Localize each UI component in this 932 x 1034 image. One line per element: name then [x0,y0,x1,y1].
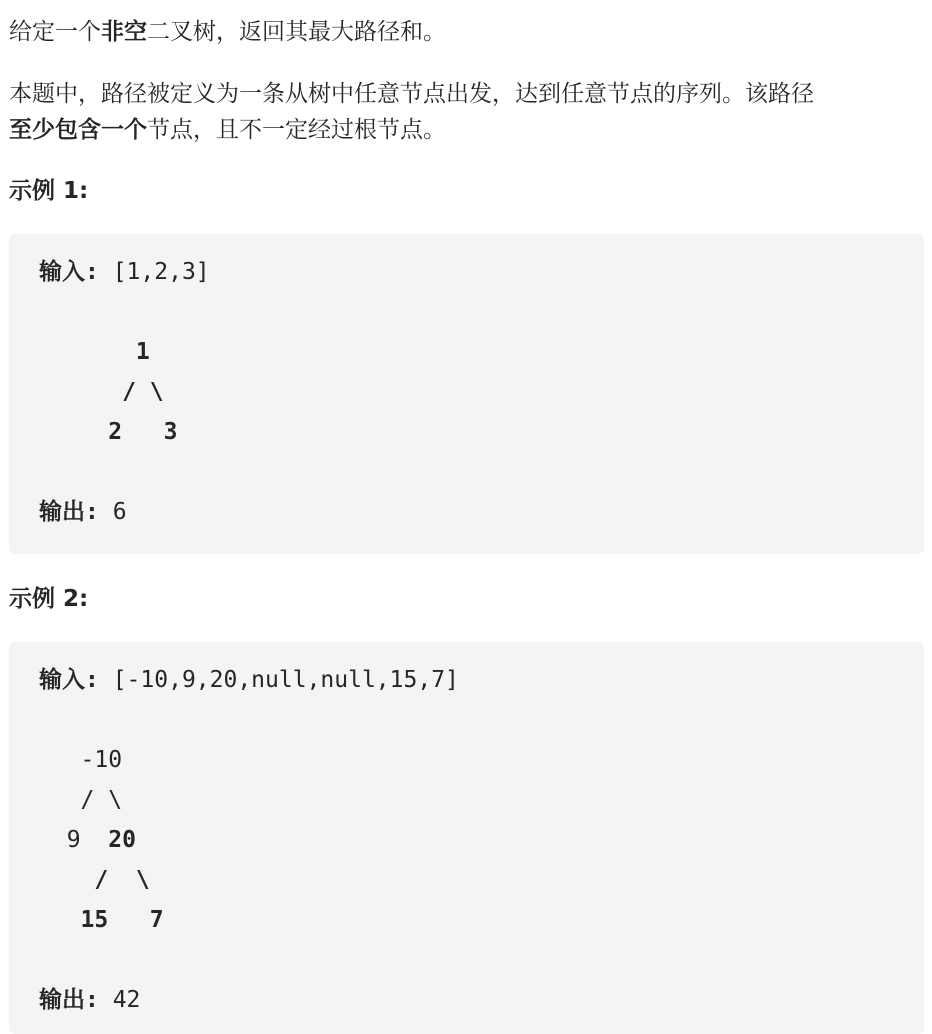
tree-line: / \ [39,867,150,893]
output-label: 输出: [39,987,99,1013]
example-2-output [39,980,140,1020]
problem-statement-2 [9,76,814,112]
tree-node: 9 [39,827,109,853]
example-2-code-block [9,642,924,1034]
example-1-heading: 示例 1: [9,178,89,204]
example-2-heading: 示例 2: [9,586,89,612]
tree-line: 2 3 [39,419,178,445]
input-label: 输入: [39,667,99,693]
statement-text: 本题中，路径被定义为一条从树中任意节点出发，达到任意节点的序列。该路径 [9,81,814,107]
example-1-input [39,252,210,292]
example-2-input [39,660,459,700]
tree-node: 20 [108,827,136,853]
statement-text: 给定一个 [9,19,101,45]
statement-emphasis: 至少包含一个 [9,117,147,143]
output-value: 6 [98,499,127,525]
output-label: 输出: [39,499,99,525]
example-1-output [39,492,127,532]
example-1-code-block [9,234,924,554]
input-label: 输入: [39,259,99,285]
tree-line: -10 [39,747,123,773]
statement-text: 节点，且不一定经过根节点。 [147,117,446,143]
output-value: 42 [98,987,141,1013]
input-value: [1,2,3] [98,259,210,285]
tree-line [39,820,136,860]
input-value: [-10,9,20,null,null,15,7] [98,667,459,693]
tree-line: / \ [39,787,123,813]
statement-emphasis: 非空 [101,19,147,45]
tree-line: 15 7 [39,907,164,933]
problem-statement-2-cont [9,112,446,148]
tree-line: / \ [39,379,164,405]
tree-line: 1 [39,339,150,365]
statement-text: 二叉树，返回其最大路径和。 [147,19,446,45]
problem-statement-1 [9,14,446,50]
